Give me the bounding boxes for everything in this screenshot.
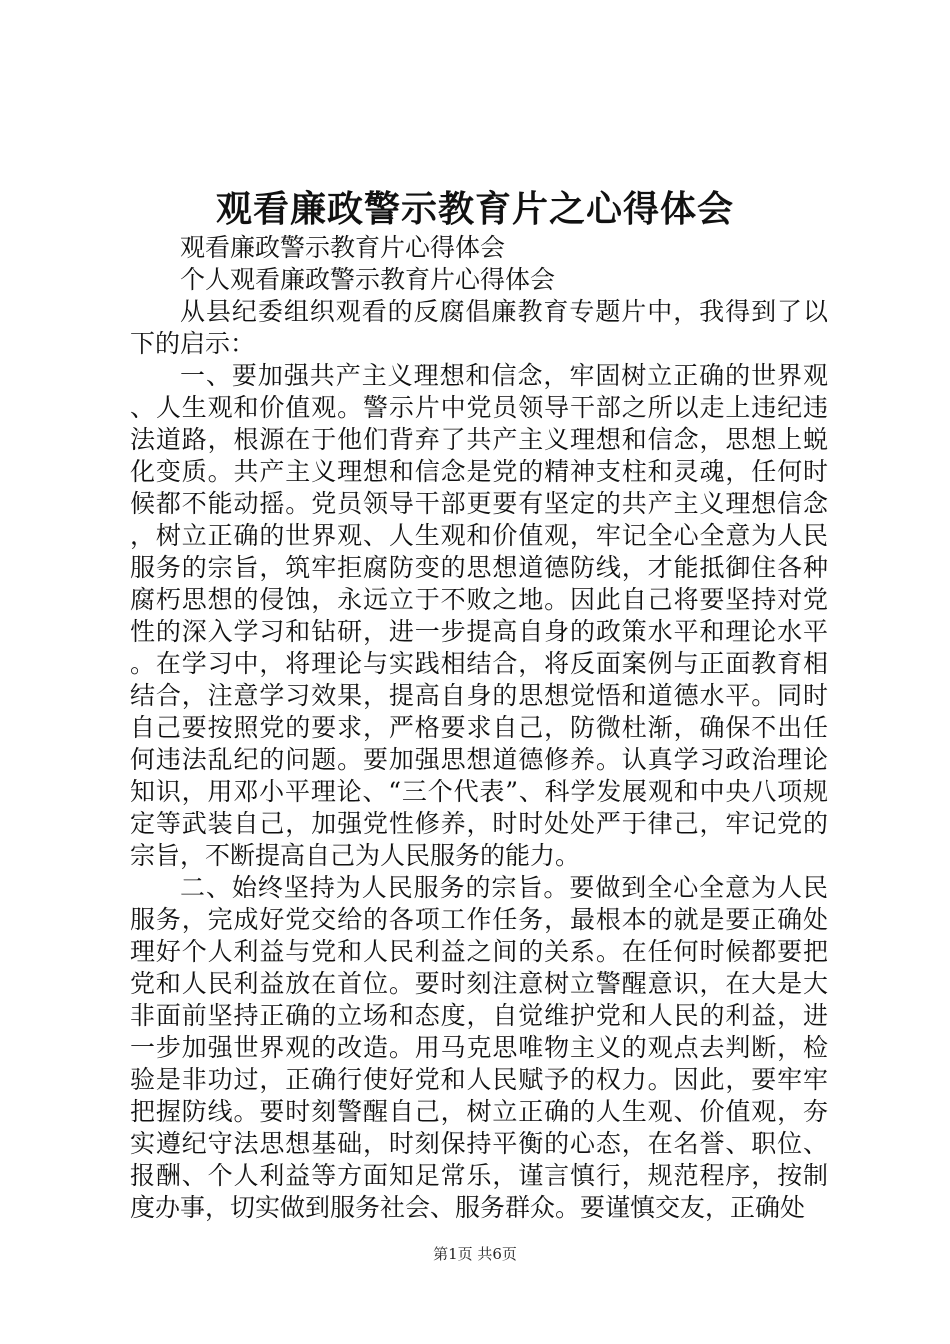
subtitle-line: 个人观看廉政警示教育片心得体会 — [180, 265, 556, 294]
document-body — [130, 232, 828, 1224]
document-title: 观看廉政警示教育片之心得体会 — [215, 188, 734, 230]
page-number-footer: 第1页 共6页 — [433, 1245, 517, 1263]
body-paragraph: 从县纪委组织观看的反腐倡廉教育专题片中，我得到了以下的启示： — [130, 297, 828, 358]
subtitle-line: 观看廉政警示教育片心得体会 — [180, 233, 506, 262]
body-paragraph: 二、始终坚持为人民服务的宗旨。要做到全心全意为人民服务，完成好党交给的各项工作任务，最根本的就是要正确处理好个人利益与党和人民利益之间的关系。在任何时候都要把党和人民利益放在首位。要时刻注意树立警醒意识，在大是大非面前坚持正确的立场和态度，自觉维护党和人民的利益，进一步加强世界观的改造。用马克思唯物主义的观点去判断，检验是非功过，正确行使好党和人民赋予的权力。因此，要牢牢把握防线。要时刻警醒自己，树立正确的人生观、价值观，夯实遵纪守法思想基础，时刻保持平衡的心态，在名誉、职位、报酬、个人利益等方面知足常乐，谨言慎行，规范程序，按制度办事，切实做到服务社会、服务群众。要谨慎交友，正确处 — [130, 873, 828, 1222]
body-paragraph: 一、要加强共产主义理想和信念，牢固树立正确的世界观、人生观和价值观。警示片中党员领导干部之所以走上违纪违法道路，根源在于他们背弃了共产主义理想和信念，思想上蜕化变质。共产主义理想和信念是党的精神支柱和灵魂，任何时候都不能动摇。党员领导干部更要有坚定的共产主义理想信念，树立正确的世界观、人生观和价值观，牢记全心全意为人民服务的宗旨，筑牢拒腐防变的思想道德防线，才能抵御住各种腐朽思想的侵蚀，永远立于不败之地。因此自己将要坚持对党性的深入学习和钻研，进一步提高自身的政策水平和理论水平。在学习中，将理论与实践相结合，将反面案例与正面教育相结合，注意学习效果，提高自身的思想觉悟和道德水平。同时自己要按照党的要求，严格要求自己，防微杜渐，确保不出任何违法乱纪的问题。要加强思想道德修养。认真学习政治理论知识，用邓小平理论、“三个代表”、科学发展观和中央八项规定等武装自己，加强党性修养，时时处处严于律己，牢记党的宗旨，不断提高自己为人民服务的能力。 — [130, 361, 828, 870]
